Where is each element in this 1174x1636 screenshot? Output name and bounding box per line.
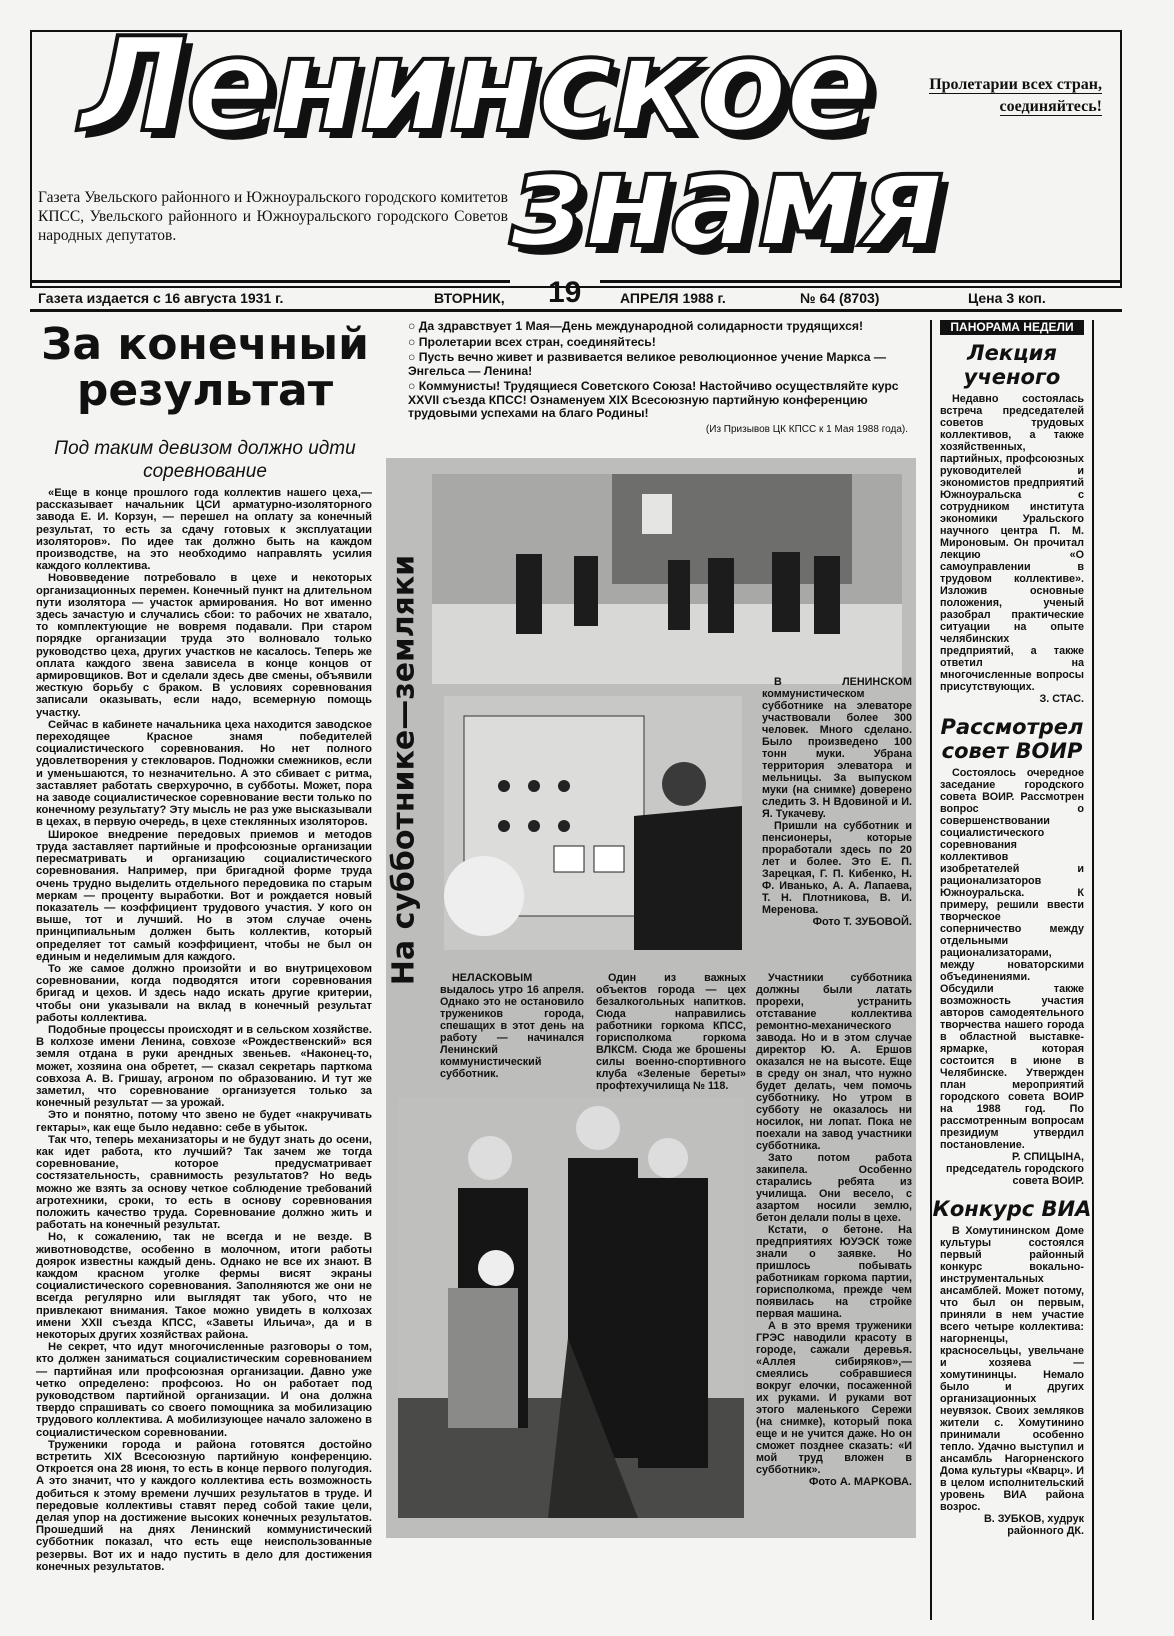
paragraph: Это и понятно, потому что звено не будет «накручивать гектары», как еще было недавно: себе в убыток. bbox=[36, 1109, 372, 1134]
subbotnik-col-b bbox=[756, 972, 912, 1488]
main-article-title: За конечный результат bbox=[41, 319, 369, 417]
panorama-item-signature: З. СТАС. bbox=[1039, 693, 1084, 705]
publisher-info: Газета Увельского районного и Южноуральского городского комитетов КПСС, Увельского районного и Южноуральского городского Советов народных депутатов. bbox=[38, 189, 508, 244]
slogan: ○ Да здравствует 1 Мая—День международной солидарности трудящихся! bbox=[408, 319, 864, 333]
slogans-block bbox=[408, 320, 908, 438]
panorama-item-title: Рассмотрел совет ВОИР bbox=[940, 715, 1084, 763]
price: Цена 3 коп. bbox=[968, 290, 1046, 306]
paragraph: Сейчас в кабинете начальника цеха находится заводское переходящее Красное знамя победителей социалистического соревнования. Но нет полного удовлетворения у стекловаров. Подножки смежников, если и уменьшаются, то незначительно. А это сбивает с ритма, заставляет работать сверхурочно, в субботы. Может, пора на заводе социалистическое соревнование вести только по конечному результату? Эту мысль не раз уже высказывали в цехах, в первую очередь, в цехе стеклянных изоляторов. bbox=[36, 718, 372, 829]
paragraph: Зато потом работа закипела. Особенно старались ребята из училища. Они весело, с азартом носили землю, бетон делали полы в цехе. bbox=[756, 1152, 912, 1224]
subbotnik-text-1 bbox=[762, 676, 912, 928]
paragraph: Труженики города и района готовятся достойно встретить XIX Всесоюзную партийную конференцию. Откроется она 28 июня, то есть в конце первого полугодия. А это значит, что у каждого коллектива есть возможность добиться к этому времени лучших результатов в труде. И передовые коллективы ставят перед собой такие цели, делая упор на достижение высоких конечных результатов. Прошедший на днях Ленинский коммунистический субботник показал, что есть еще неиспользованные резервы. Вот их и надо пустить в дело для достижения конечных результатов. bbox=[36, 1438, 372, 1573]
slogans-source: (Из Призывов ЦК КПСС к 1 Мая 1988 года). bbox=[705, 423, 908, 435]
paragraph: Не секрет, что идут многочисленные разговоры о том, кто должен заниматься социалистическим соревнованием — партийная или профсоюзная организации. Давно уже четко определено: профсоюз. Но он работает под руководством партийной организации. И она должна твердо спрашивать со своего помощника за мобилизацию трудового коллектива. А мобилизующее начало заложено в социалистическом соревновании. bbox=[36, 1341, 372, 1439]
photo-tree-planting bbox=[398, 1098, 744, 1518]
paragraph: Участники субботника должны были латать прорехи, устранить отставание коллектива ремонтно-механического завода. Но и в этом случае директор Ю. А. Ершов оказался не на высоте. Еще в среду он знал, что нужно будет делать, чем помочь субботнику. Но утром в субботу не оказалось ни носилок, ни лопат. Пока не поехали на завод участники субботника. bbox=[756, 972, 912, 1152]
paragraph: Состоялось очередное заседание городского совета ВОИР. Рассмотрен вопрос о совершенствовании социалистического соревнования коллективов изобретателей и рационализаторов Южноуральска. К примеру, решили ввести творческое соперничество между отдельными рационализаторами, между новаторскими объединениями. Обсудили также возможность участия авторов самодеятельного творчества нашего города в областной выставке-ярмарке, которая состоится в июне в Челябинске. Утвержден план мероприятий городского совета ВОИР на 1988 год. По рассмотренным вопросам президиум утвердил постановление. bbox=[940, 767, 1084, 1151]
masthead-title-line1: Ленинское bbox=[80, 9, 872, 161]
rule-top-right bbox=[600, 280, 1122, 283]
subbotnik-col-a bbox=[440, 972, 584, 1080]
paragraph: Но, к сожалению, так не всегда и не везде. В животноводстве, особенно в молочном, итоги работы доярок известны каждый день. Однако не все их знают. В каждом красном уголке фермы висят экраны социалистического соревнования. Заполняются же они не всегда регулярно или выглядят так убого, что не привлекают внимания. Такое можно увидеть в колхозах имени XXII съезда КПСС, «Заветы Ильича», да и в некоторых других хозяйствах района. bbox=[36, 1231, 372, 1342]
panorama-label: ПАНОРАМА НЕДЕЛИ bbox=[940, 320, 1084, 335]
paragraph: Кстати, о бетоне. На предприятиях ЮУЭСК тоже знали о заявке. Но пришлось побывать работникам горкома партии, горисполкома, прежде чем появилась на стройке первая машина. bbox=[756, 1224, 912, 1320]
slogan: ○ Пусть вечно живет и развивается великое революционное учение Маркса — Энгельса — Ленина! bbox=[408, 350, 887, 378]
slogan: ○ Пролетарии всех стран, соединяйтесь! bbox=[408, 334, 656, 349]
paragraph: «Еще в конце прошлого года коллектив нашего цеха,— рассказывает начальник ЦСИ арматурно-изоляторного завода Е. И. Корзун, — перешел на оплату за конечный результат, то есть за сдачу готовых к эксплуатации изоляторов». По идее так должно быть на каждом производстве, на это необходимо направлять усилия каждого коллектива. bbox=[36, 487, 372, 573]
main-article-body bbox=[36, 487, 372, 1627]
panorama-item-signature: В. ЗУБКОВ, худрук районного ДК. bbox=[984, 1513, 1084, 1537]
paragraph: Пришли на субботник и пенсионеры, которые проработали здесь по 20 лет и более. Это Е. П. Зарецкая, Г. П. Кибенко, Н. Ф. Иванько, А. А. Лапаева, Т. Н. Плотникова, В. И. Меренова. bbox=[762, 820, 912, 916]
panorama-item-body bbox=[932, 763, 1092, 1191]
panorama-item-signature: Р. СПИЦЫНА, председатель городского совета ВОИР. bbox=[945, 1151, 1084, 1187]
rule-top-left bbox=[30, 280, 510, 283]
photo-sweeping-workers bbox=[432, 474, 902, 684]
month-year: АПРЕЛЯ 1988 г. bbox=[620, 290, 726, 306]
masthead-title-line2: знамя bbox=[510, 124, 943, 276]
day-number: 19 bbox=[548, 276, 582, 309]
paragraph: В Хомутининском Доме культуры состоялся первый районный конкурс вокально-инструментальных ансамблей. Может потому, что был он первым, приняли в нем участие всего четыре коллектива: нагорненцы, красносельцы, увельчане и хозяева — хомутининцы. Немало было и других организационных неувязок. Своих земляков жители с. Хомутинино принимали особенно тепло. Удачно выступил и ансамбль Нагорненского Дома культуры «Кварц». И в целом исполнительский уровень ВИА района возрос. bbox=[940, 1225, 1084, 1513]
paragraph: Так что, теперь механизаторы и не будут знать до осени, как идет работа, кто лучший? Так зачем же тогда соревнование, которое предусматривает состязательность, сравнимость результатов? Но ведь можно же взять за основу четкое соблюдение требований агротехники, сроки, то есть в основу соревнования положить качество труда. Соревнование должно жить и работать на конечный результат. bbox=[36, 1133, 372, 1232]
since-text: Газета издается с 16 августа 1931 г. bbox=[38, 290, 284, 306]
panorama-item-title: Лекция ученого bbox=[963, 341, 1061, 389]
paragraph: А в это время труженики ГРЭС наводили красоту в городе, сажали деревья. «Аллея сибиряков»,— смеялись собравшиеся вокруг елочки, посаженной их руками. И руками вот этого маленького Сережи (на снимке), который пока еще и не учится даже. Но он сможет позднее сказать: «И мой труд вложен в субботник». bbox=[756, 1320, 912, 1476]
paragraph: Недавно состоялась встреча председателей советов трудовых коллективов, а также хозяйственных, партийных, профсоюзных руководителей и экономистов предприятий Южноуральска с сотрудником института экономики Уральского научного центра П. М. Мироновым. Он прочитал лекцию «О самоуправлении в трудовом коллективе». Изложив основные положения, ученый разобрал практические ситуации на опыте челябинских предприятий, а также ответил на многочисленные вопросы присутствующих. bbox=[940, 393, 1084, 693]
panorama-item-body bbox=[932, 1221, 1092, 1541]
paragraph: В ЛЕНИНСКОМ коммунистическом субботнике на элеваторе участвовали более 300 человек. Много сделано. Было произведено 100 тонн муки. Убрана территория элеватора и мельницы. За выпуском муки (на снимке) доверено следить З. Н Вдовиной и И. Я. Тукачеву. bbox=[762, 676, 912, 820]
paragraph: Подобные процессы происходят и в сельском хозяйстве. В колхозе имени Ленина, совхозе «Рождественский» вся земля отдана в руки арендных звеньев. «Наконец-то, может, хозяина она обретет, — сказал секретарь парткома совхоза А. В. Гришау, агроном по образованию. И тут же заметил, что соревнование организуется только за конечный результат — за урожай. bbox=[36, 1023, 372, 1110]
paragraph: Нововведение потребовало в цехе и некоторых организационных перемен. Конечный пункт на длительном пути изолятора — участок армирования. Но вот именно здесь зачастую и случались сбои: то рабочих не хватало, то комплектующие не вовремя подавали. При старом порядке организации труда это волновало только руководство цеха, других участков не касалось. Теперь же оплата каждого звена зависела в конце концов от армировщиков. Вот и сделали здесь две смены, объявили жесткую борьбу с браком. В условиях соревнования записали оказывать, если надо, всемерную помощь участку. bbox=[36, 572, 372, 719]
weekday: ВТОРНИК, bbox=[434, 290, 505, 306]
motto: Пролетарии всех стран, соединяйтесь! bbox=[929, 76, 1102, 115]
panorama-item-body bbox=[932, 389, 1092, 709]
photo-control-panel bbox=[444, 696, 742, 950]
panorama-item-title: Конкурс ВИА bbox=[932, 1197, 1092, 1221]
paragraph: НЕЛАСКОВЫМ выдалось утро 16 апреля. Однако это не остановило тружеников города, спешащих в этот день на работу — начинался Ленинский коммунистический субботник. bbox=[440, 972, 584, 1080]
photo-caption-2: Фото А. МАРКОВА. bbox=[808, 1476, 912, 1488]
paragraph: Широкое внедрение передовых приемов и методов труда заставляет партийные и профсоюзные организации пересматривать и организацию социалистического соревнования. Например, при бригадной форме труда очень трудно выделить отдельного передовика по старым меркам — проценту выработки. Вот и рождается новый показатель — коэффициент трудового участия. У кого он выше, тот и лучший. Но в этом случае очень принципиальным должен быть коллектив, который определяет тот самый коэффициент, чтобы не был он единым и неделимым для каждого. bbox=[36, 828, 372, 963]
panorama-column bbox=[930, 320, 1094, 1620]
rule-bottom bbox=[30, 309, 1122, 312]
paragraph: То же самое должно произойти и во внутрицеховом соревновании, когда подводятся итоги соревнования бригад и цехов. И здесь надо искать другие критерии, чтобы они указывали на вклад в конечный результат работы коллектива. bbox=[36, 962, 372, 1024]
subbotnik-col-a2 bbox=[596, 972, 746, 1092]
slogan: ○ Коммунисты! Трудящиеся Советского Союза! Настойчиво осуществляйте курс XXVII съезда КПСС! Ознаменуем XIX Всесоюзную партийную конференцию трудовыми успехами на благо Родины! bbox=[408, 379, 899, 420]
photo-caption-1: Фото Т. ЗУБОВОЙ. bbox=[812, 916, 912, 928]
issue-number: № 64 (8703) bbox=[800, 290, 880, 306]
paragraph: Один из важных объектов города — цех безалкогольных напитков. Сюда направились работники горкома КПСС, горисполкома горкома ВЛКСМ. Сюда же брошены силы военно-спортивного клуба «Зеленые береты» профтехучилища № 118. bbox=[596, 972, 746, 1092]
main-article-subtitle: Под таким девизом должно идти соревнование bbox=[54, 438, 356, 482]
subbotnik-vertical-title: На субботнике—земляки bbox=[386, 554, 422, 986]
